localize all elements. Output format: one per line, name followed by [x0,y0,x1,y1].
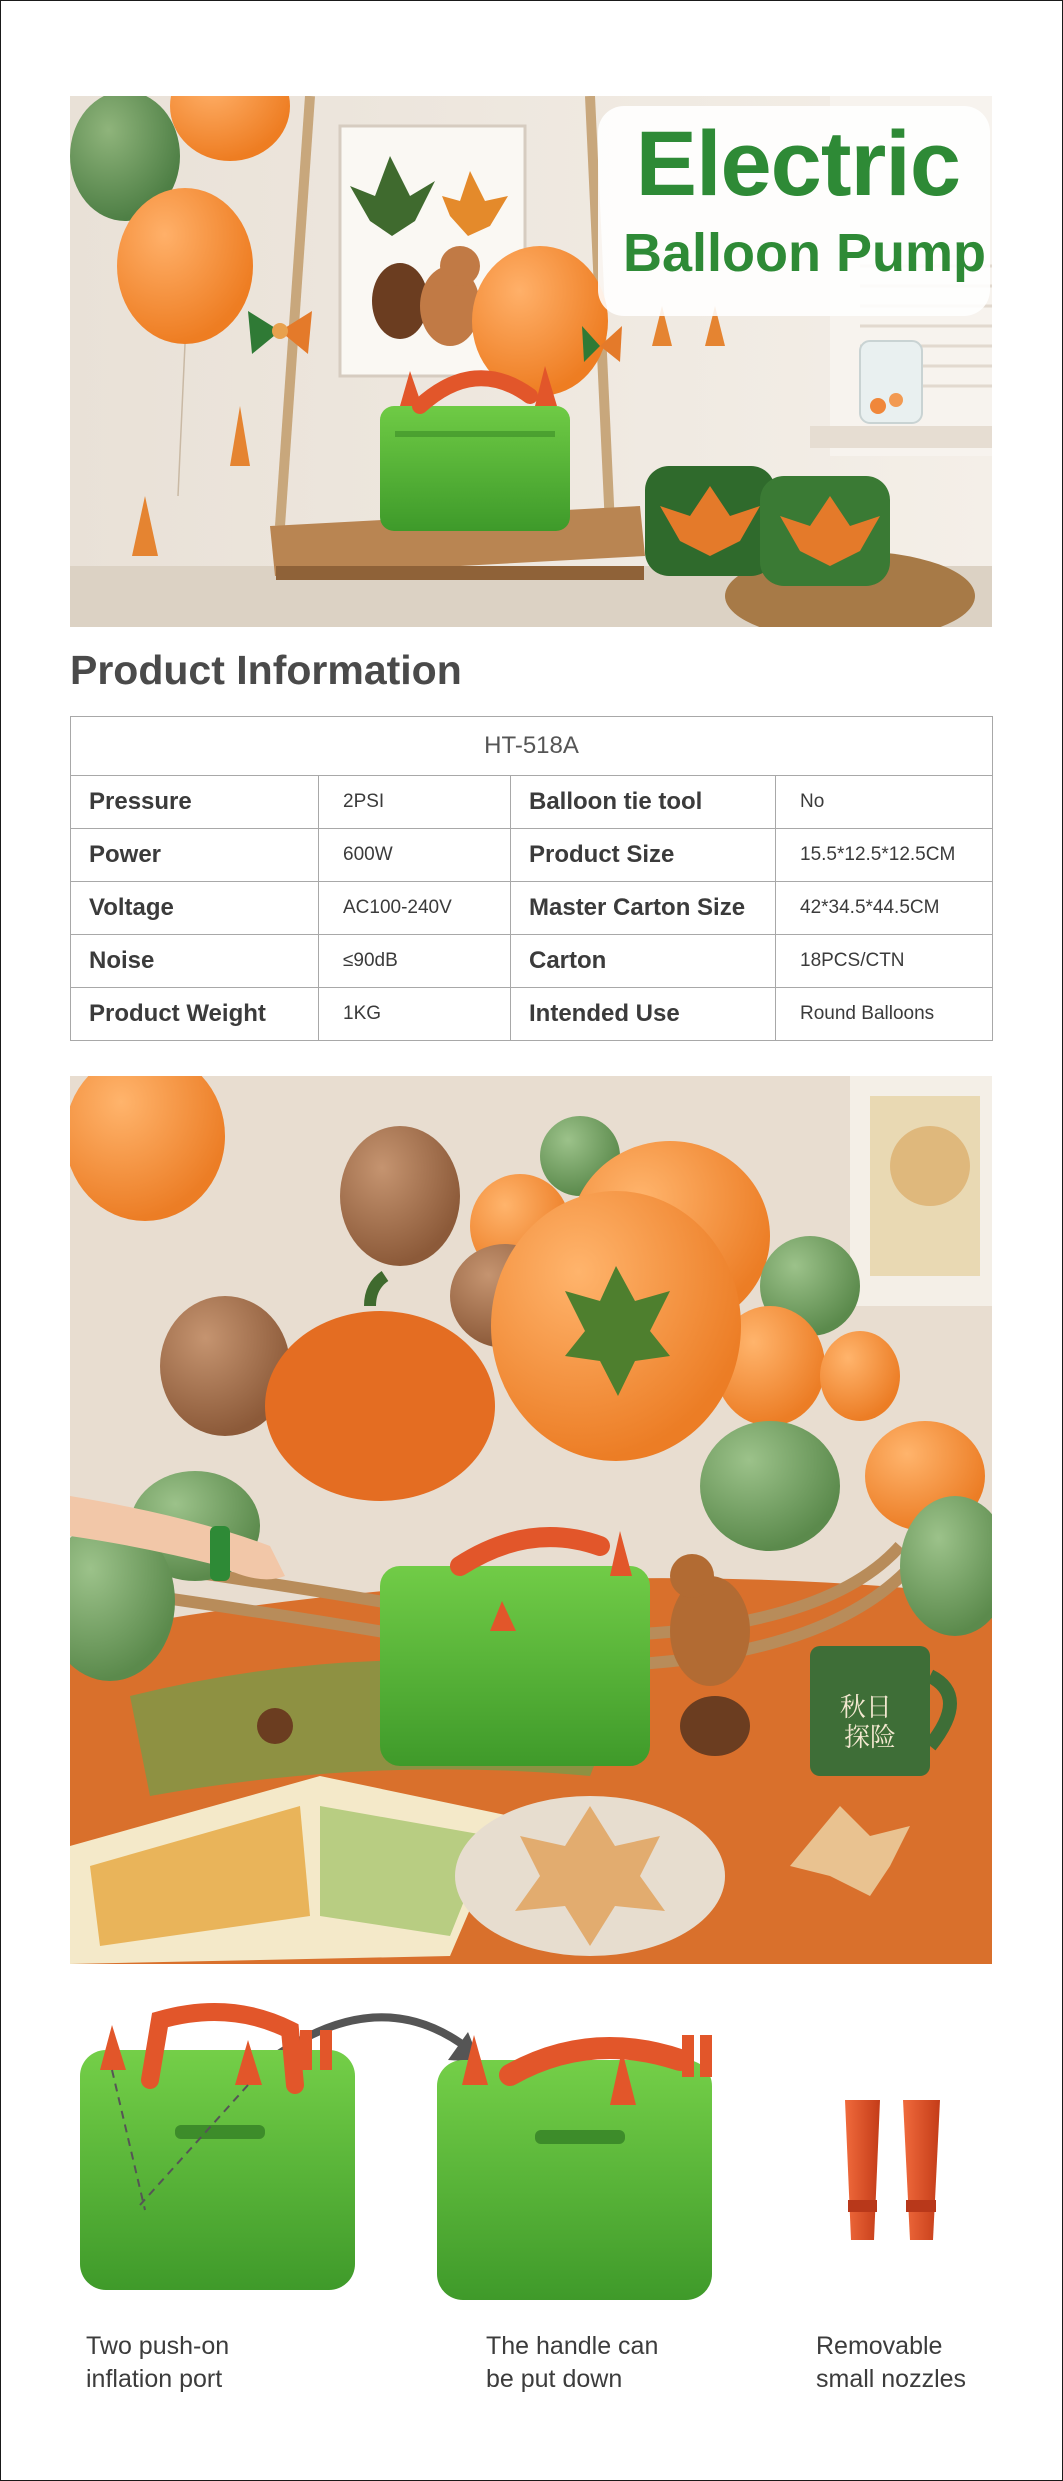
model-number: HT-518A [71,717,993,776]
spec-value: 15.5*12.5*12.5CM [776,829,993,882]
lifestyle-scene-image [70,1076,992,1964]
spec-value: 18PCS/CTN [776,935,993,988]
spec-label: Intended Use [511,988,776,1041]
feature-callouts [0,1990,1063,2470]
pump-handle-down-image [437,2035,712,2300]
table-row [71,988,993,1041]
hero-title-primary: Electric [635,113,960,215]
spec-value: AC100-240V [319,882,511,935]
spec-label: Product Size [511,829,776,882]
spec-label: Pressure [71,776,319,829]
table-model-row [71,717,993,776]
spec-value: 1KG [319,988,511,1041]
feature-caption-handle: The handle can be put down [486,2332,659,2393]
feature-caption-nozzles: Removable small nozzles [816,2332,967,2393]
spec-label: Master Carton Size [511,882,776,935]
spec-label: Balloon tie tool [511,776,776,829]
spec-label: Voltage [71,882,319,935]
product-spec-table [70,716,993,1041]
spec-value: 42*34.5*44.5CM [776,882,993,935]
feature-illustrations [0,1990,1063,2470]
table-row [71,882,993,935]
pump-handle-up-image [80,2012,355,2290]
scene-illustration [70,1076,992,1964]
hero-title-card [598,106,990,316]
spec-value: Round Balloons [776,988,993,1041]
nozzles-image [845,2100,940,2240]
spec-value: ≤90dB [319,935,511,988]
mug-text: 秋日 探险 [839,1693,897,1753]
hero-title-secondary: Balloon Pump [623,223,986,283]
table-row [71,935,993,988]
table-row [71,829,993,882]
spec-value: 2PSI [319,776,511,829]
feature-caption-inflation-ports: Two push-on inflation port [86,2332,230,2393]
spec-value: 600W [319,829,511,882]
table-row [71,776,993,829]
product-information-heading: Product Information [70,647,462,693]
hero-banner [70,96,992,627]
spec-label: Product Weight [71,988,319,1041]
spec-label: Power [71,829,319,882]
spec-label: Carton [511,935,776,988]
spec-label: Noise [71,935,319,988]
spec-value: No [776,776,993,829]
